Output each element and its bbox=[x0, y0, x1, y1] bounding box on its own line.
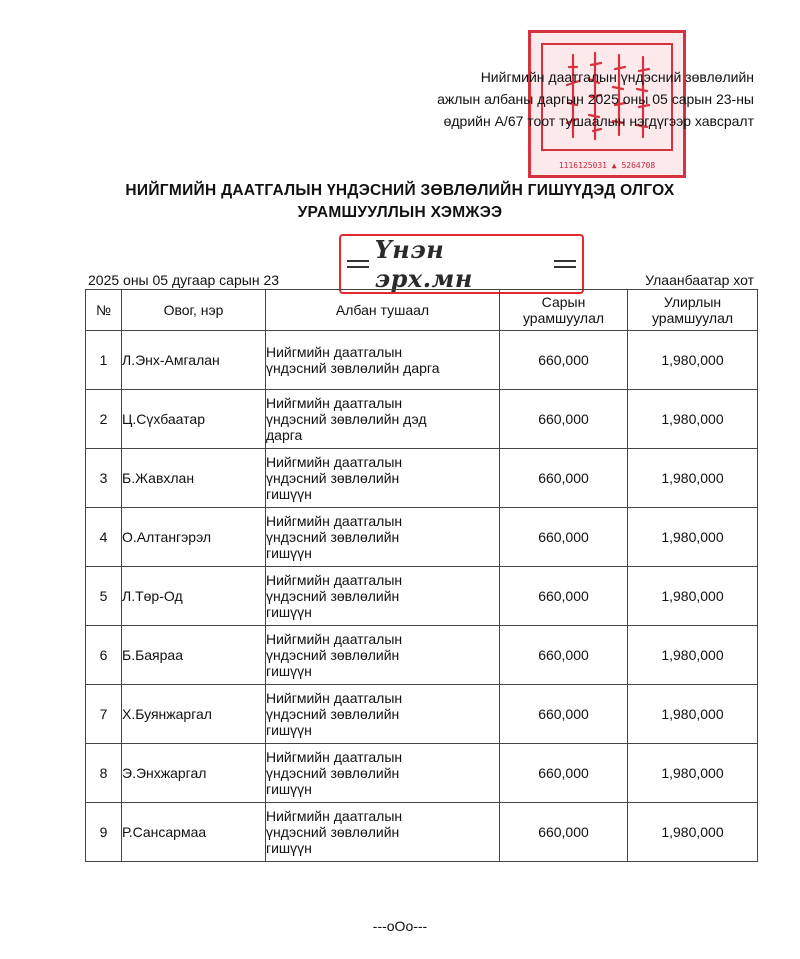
cell-name: Ц.Сүхбаатар bbox=[122, 390, 266, 449]
header-quarterly-bonus: Улирлын урамшуулал bbox=[628, 290, 758, 331]
table-body bbox=[86, 331, 758, 862]
cell-name: О.Алтангэрэл bbox=[122, 508, 266, 567]
cell-position bbox=[266, 744, 500, 803]
table-row bbox=[86, 449, 758, 508]
position-line: Нийгмийн даатгалын bbox=[266, 690, 403, 706]
position-line: гишүүн bbox=[266, 604, 312, 620]
cell-monthly-bonus: 660,000 bbox=[500, 508, 628, 567]
table-row bbox=[86, 626, 758, 685]
cell-position bbox=[266, 685, 500, 744]
table-row bbox=[86, 390, 758, 449]
header-position: Албан тушаал bbox=[266, 290, 500, 331]
cell-number: 7 bbox=[86, 685, 122, 744]
position-line: үндэсний зөвлөлийн bbox=[266, 824, 400, 840]
cell-monthly-bonus: 660,000 bbox=[500, 685, 628, 744]
cell-monthly-bonus: 660,000 bbox=[500, 331, 628, 390]
position-line: Нийгмийн даатгалын bbox=[266, 395, 403, 411]
position-line: үндэсний зөвлөлийн bbox=[266, 529, 400, 545]
position-line: Нийгмийн даатгалын bbox=[266, 572, 403, 588]
cell-name: Р.Сансармаа bbox=[122, 803, 266, 862]
cell-monthly-bonus: 660,000 bbox=[500, 449, 628, 508]
cell-position bbox=[266, 508, 500, 567]
cell-position bbox=[266, 567, 500, 626]
table-row bbox=[86, 803, 758, 862]
cell-quarterly-bonus: 1,980,000 bbox=[628, 449, 758, 508]
cell-number: 2 bbox=[86, 390, 122, 449]
position-line: Нийгмийн даатгалын bbox=[266, 631, 403, 647]
seal-registration-number: 1116125031 ▲ 5264708 bbox=[558, 161, 656, 170]
position-line: гишүүн bbox=[266, 663, 312, 679]
cell-monthly-bonus: 660,000 bbox=[500, 390, 628, 449]
cell-position bbox=[266, 803, 500, 862]
document-city: Улаанбаатар хот bbox=[645, 272, 754, 288]
position-line: гишүүн bbox=[266, 722, 312, 738]
cell-name: Б.Баяраа bbox=[122, 626, 266, 685]
cell-quarterly-bonus: 1,980,000 bbox=[628, 685, 758, 744]
cell-position bbox=[266, 449, 500, 508]
position-line: Нийгмийн даатгалын bbox=[266, 749, 403, 765]
decree-line-3: өдрийн А/67 тоот тушаалын нэгдүгээр хавсралт bbox=[443, 113, 754, 129]
cell-name: Х.Буянжаргал bbox=[122, 685, 266, 744]
cell-name: Л.Энх-Амгалан bbox=[122, 331, 266, 390]
table-row bbox=[86, 331, 758, 390]
position-line: үндэсний зөвлөлийн bbox=[266, 765, 400, 781]
document-title-line-2: УРАМШУУЛЛЫН ХЭМЖЭЭ bbox=[297, 204, 503, 221]
cell-quarterly-bonus: 1,980,000 bbox=[628, 744, 758, 803]
position-line: Нийгмийн даатгалын bbox=[266, 344, 403, 360]
header-number: № bbox=[86, 290, 122, 331]
cell-number: 9 bbox=[86, 803, 122, 862]
cell-number: 4 bbox=[86, 508, 122, 567]
watermark-logo bbox=[339, 234, 584, 294]
table-row bbox=[86, 744, 758, 803]
cell-quarterly-bonus: 1,980,000 bbox=[628, 803, 758, 862]
position-line: Нийгмийн даатгалын bbox=[266, 454, 403, 470]
position-line: Нийгмийн даатгалын bbox=[266, 513, 403, 529]
table-row bbox=[86, 508, 758, 567]
position-line: гишүүн bbox=[266, 781, 312, 797]
table-row bbox=[86, 685, 758, 744]
decree-line-2: ажлын албаны даргын 2025 оны 05 сарын 23-ны bbox=[437, 91, 754, 107]
watermark-right-bar bbox=[554, 260, 576, 268]
cell-position bbox=[266, 390, 500, 449]
cell-quarterly-bonus: 1,980,000 bbox=[628, 331, 758, 390]
cell-monthly-bonus: 660,000 bbox=[500, 626, 628, 685]
cell-monthly-bonus: 660,000 bbox=[500, 567, 628, 626]
position-line: үндэсний зөвлөлийн дэд bbox=[266, 411, 427, 427]
position-line: гишүүн bbox=[266, 545, 312, 561]
cell-name: Л.Төр-Од bbox=[122, 567, 266, 626]
decree-reference bbox=[354, 66, 754, 132]
document-date: 2025 оны 05 дугаар сарын 23 bbox=[88, 272, 280, 288]
cell-quarterly-bonus: 1,980,000 bbox=[628, 567, 758, 626]
position-line: үндэсний зөвлөлийн bbox=[266, 588, 400, 604]
cell-quarterly-bonus: 1,980,000 bbox=[628, 508, 758, 567]
position-line: Нийгмийн даатгалын bbox=[266, 808, 403, 824]
cell-name: Б.Жавхлан bbox=[122, 449, 266, 508]
cell-name: Э.Энхжаргал bbox=[122, 744, 266, 803]
decree-line-1: Нийгмийн даатгалын үндэсний зөвлөлийн bbox=[480, 69, 754, 85]
position-line: үндэсний зөвлөлийн bbox=[266, 706, 400, 722]
cell-quarterly-bonus: 1,980,000 bbox=[628, 390, 758, 449]
header-name: Овог, нэр bbox=[122, 290, 266, 331]
watermark-left-bar bbox=[347, 260, 369, 268]
cell-number: 5 bbox=[86, 567, 122, 626]
document-title-line-1: НИЙГМИЙН ДААТГАЛЫН ҮНДЭСНИЙ ЗӨВЛӨЛИЙН ГИШҮҮДЭД ОЛГОХ bbox=[125, 182, 675, 199]
end-of-document-mark: ---оОо--- bbox=[372, 918, 428, 934]
cell-monthly-bonus: 660,000 bbox=[500, 744, 628, 803]
position-line: үндэсний зөвлөлийн дарга bbox=[266, 360, 440, 376]
position-line: дарга bbox=[266, 427, 303, 443]
header-monthly-bonus: Сарын урамшуулал bbox=[500, 290, 628, 331]
position-line: гишүүн bbox=[266, 840, 312, 856]
cell-number: 3 bbox=[86, 449, 122, 508]
cell-quarterly-bonus: 1,980,000 bbox=[628, 626, 758, 685]
table-row bbox=[86, 567, 758, 626]
watermark-text: Үнэн эрх.мн bbox=[374, 235, 473, 293]
cell-number: 6 bbox=[86, 626, 122, 685]
rewards-table bbox=[85, 289, 758, 862]
position-line: үндэсний зөвлөлийн bbox=[266, 470, 400, 486]
cell-position bbox=[266, 331, 500, 390]
cell-monthly-bonus: 660,000 bbox=[500, 803, 628, 862]
table-header-row bbox=[86, 290, 758, 331]
cell-number: 1 bbox=[86, 331, 122, 390]
cell-position bbox=[266, 626, 500, 685]
cell-number: 8 bbox=[86, 744, 122, 803]
position-line: үндэсний зөвлөлийн bbox=[266, 647, 400, 663]
position-line: гишүүн bbox=[266, 486, 312, 502]
